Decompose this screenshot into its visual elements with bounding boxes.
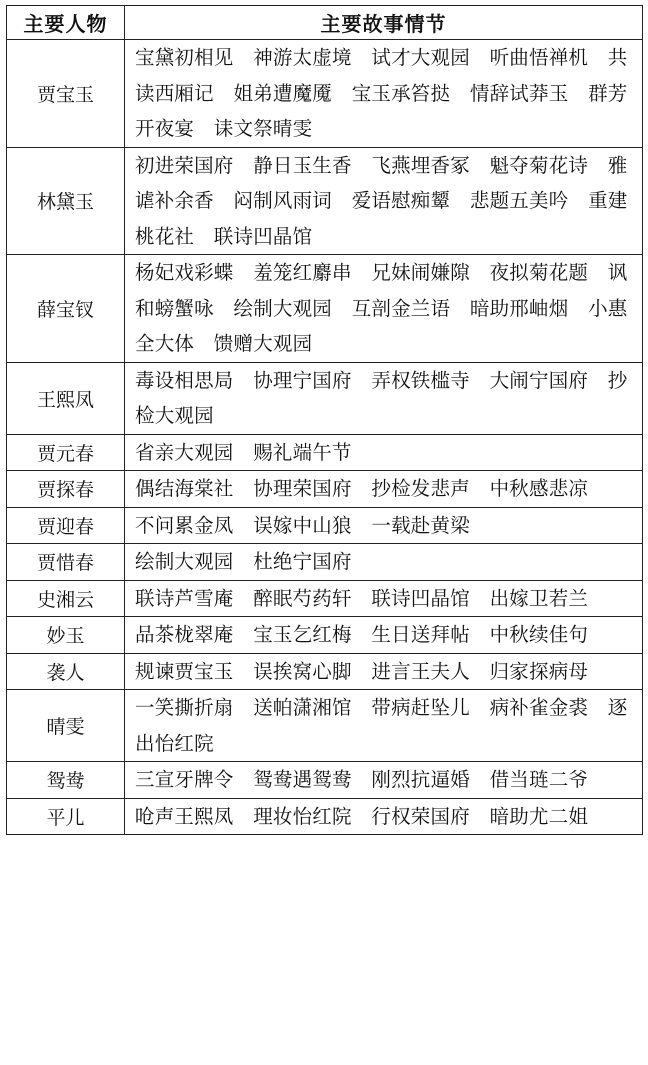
table-header-row bbox=[7, 6, 643, 40]
header-main-characters: 主要人物 bbox=[7, 6, 125, 40]
table-row bbox=[7, 798, 643, 835]
table-row bbox=[7, 362, 643, 434]
table-row bbox=[7, 147, 643, 255]
character-name: 贾宝玉 bbox=[7, 40, 125, 148]
character-name: 贾迎春 bbox=[7, 507, 125, 544]
character-plots: 宝黛初相见 神游太虚境 试才大观园 听曲悟禅机 共读西厢记 姐弟遭魔魇 宝玉承笞挞 情辞试莽玉 群芳开夜宴 诔文祭晴雯 bbox=[125, 40, 643, 148]
character-plots: 偶结海棠社 协理荣国府 抄检发悲声 中秋感悲凉 bbox=[125, 471, 643, 508]
table-row bbox=[7, 434, 643, 471]
table-row bbox=[7, 690, 643, 762]
character-plots: 初进荣国府 静日玉生香 飞燕埋香冢 魁夺菊花诗 雅谑补余香 闷制风雨词 爱语慰痴颦 悲题五美吟 重建桃花社 联诗凹晶馆 bbox=[125, 147, 643, 255]
table-row bbox=[7, 255, 643, 363]
character-plots: 不问累金凤 误嫁中山狼 一载赴黄梁 bbox=[125, 507, 643, 544]
character-name: 贾元春 bbox=[7, 434, 125, 471]
character-name: 贾惜春 bbox=[7, 544, 125, 581]
character-name: 平儿 bbox=[7, 798, 125, 835]
character-name: 林黛玉 bbox=[7, 147, 125, 255]
character-name: 妙玉 bbox=[7, 617, 125, 654]
character-name: 袭人 bbox=[7, 653, 125, 690]
character-plots: 一笑撕折扇 送帕潇湘馆 带病赶坠儿 病补雀金裘 逐出怡红院 bbox=[125, 690, 643, 762]
character-plots: 绘制大观园 杜绝宁国府 bbox=[125, 544, 643, 581]
character-name: 史湘云 bbox=[7, 580, 125, 617]
header-main-plots: 主要故事情节 bbox=[125, 6, 643, 40]
table-row bbox=[7, 762, 643, 799]
table-row bbox=[7, 40, 643, 148]
character-name: 王熙凤 bbox=[7, 362, 125, 434]
table-row bbox=[7, 580, 643, 617]
character-plot-table bbox=[6, 5, 643, 835]
character-name: 贾探春 bbox=[7, 471, 125, 508]
character-plots: 品茶栊翠庵 宝玉乞红梅 生日送拜帖 中秋续佳句 bbox=[125, 617, 643, 654]
character-plot-table-container bbox=[6, 5, 642, 835]
table-row bbox=[7, 617, 643, 654]
character-name: 晴雯 bbox=[7, 690, 125, 762]
table-row bbox=[7, 471, 643, 508]
character-plots: 联诗芦雪庵 醉眠芍药轩 联诗凹晶馆 出嫁卫若兰 bbox=[125, 580, 643, 617]
table-row bbox=[7, 653, 643, 690]
table-row bbox=[7, 544, 643, 581]
character-plots: 三宣牙牌令 鸳鸯遇鸳鸯 刚烈抗逼婚 借当琏二爷 bbox=[125, 762, 643, 799]
character-plots: 杨妃戏彩蝶 羞笼红麝串 兄妹闹嫌隙 夜拟菊花题 讽和螃蟹咏 绘制大观园 互剖金兰语 暗助邢岫烟 小惠全大体 馈赠大观园 bbox=[125, 255, 643, 363]
character-plots: 省亲大观园 赐礼端午节 bbox=[125, 434, 643, 471]
character-plots: 呛声王熙凤 理妆怡红院 行权荣国府 暗助尤二姐 bbox=[125, 798, 643, 835]
character-name: 薛宝钗 bbox=[7, 255, 125, 363]
character-plots: 规谏贾宝玉 误挨窝心脚 进言王夫人 归家探病母 bbox=[125, 653, 643, 690]
character-name: 鸳鸯 bbox=[7, 762, 125, 799]
character-plots: 毒设相思局 协理宁国府 弄权铁槛寺 大闹宁国府 抄检大观园 bbox=[125, 362, 643, 434]
table-row bbox=[7, 507, 643, 544]
